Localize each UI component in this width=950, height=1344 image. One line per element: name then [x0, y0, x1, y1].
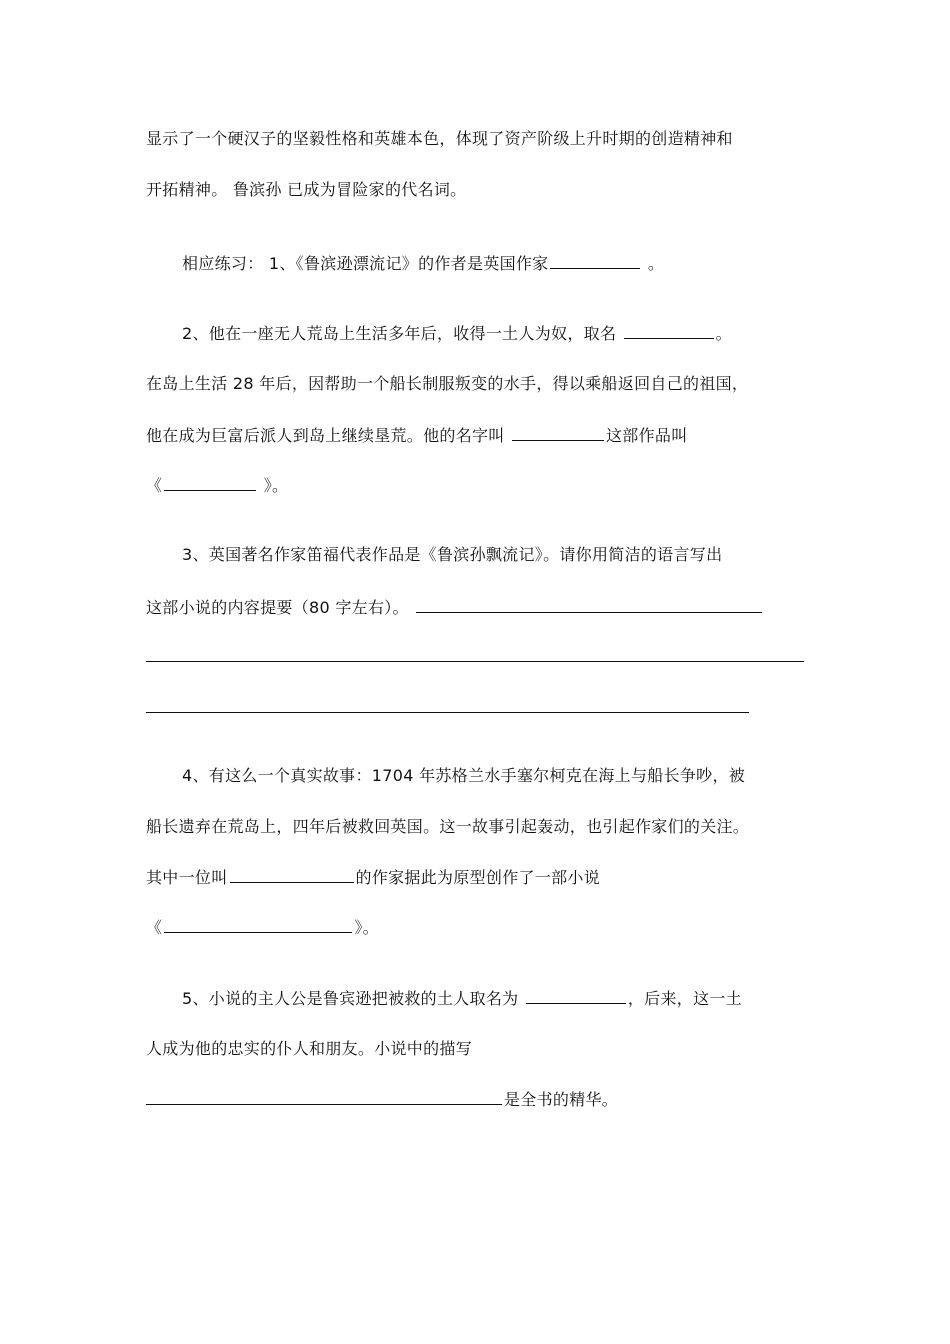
text: ，后来，这一土: [627, 989, 742, 1008]
text: 其中一位叫: [146, 868, 228, 887]
text: 他在成为巨富后派人到岛上继续垦荒。他的名字叫: [146, 426, 510, 445]
answer-blank[interactable]: [230, 866, 354, 883]
question-4-line-4: [146, 916, 379, 939]
intro-line-2: [146, 179, 466, 201]
question-2-line-4: [146, 474, 288, 497]
text: 》。: [258, 476, 289, 495]
text: 《: [146, 918, 163, 937]
text: 》。: [354, 918, 379, 937]
text: 开拓精神。 鲁滨孙 已成为冒险家的代名词。: [146, 180, 467, 199]
text: 船长遗弃在荒岛上，四年后被救回英国。这一故事引起轰动，也引起作家们的关注。: [146, 817, 750, 836]
intro-line-1: [146, 128, 733, 150]
text: 。: [715, 324, 732, 343]
text: 《: [146, 476, 163, 495]
text: 3、英国著名作家笛福代表作品是《鲁滨孙飘流记》。请你用简洁的语言写出: [182, 545, 723, 564]
text: 相应练习： 1、《鲁滨逊漂流记》的作者是英国作家: [182, 254, 549, 273]
question-2-line-1: [182, 322, 732, 345]
answer-blank[interactable]: [164, 474, 256, 491]
question-2-line-3: [146, 424, 688, 447]
question-1: [182, 252, 664, 275]
answer-blank[interactable]: [146, 1088, 502, 1105]
answer-blank[interactable]: [624, 322, 714, 339]
answer-blank[interactable]: [416, 596, 762, 613]
question-4-line-1: [182, 765, 745, 787]
text: 。: [642, 254, 665, 273]
text: 是全书的精华。: [504, 1090, 619, 1109]
question-3-line-2: [146, 596, 764, 619]
text: 的作家据此为原型创作了一部小说: [355, 868, 601, 887]
text: 显示了一个硬汉子的坚毅性格和英雄本色，体现了资产阶级上升时期的创造精神和: [146, 129, 733, 148]
text: 这部小说的内容提要（80 字左右）。: [146, 598, 415, 617]
text: 2、他在一座无人荒岛上生活多年后，收得一土人为奴，取名: [182, 324, 622, 343]
answer-blank[interactable]: [550, 252, 640, 269]
question-2-line-2: [146, 373, 748, 395]
answer-blank[interactable]: [512, 424, 604, 441]
text: 这部作品叫: [606, 426, 688, 445]
question-5-line-1: [182, 987, 742, 1010]
answer-blank[interactable]: [164, 916, 352, 933]
answer-blank[interactable]: [526, 987, 626, 1004]
question-4-line-3: [146, 866, 600, 889]
answer-line[interactable]: [146, 661, 804, 662]
question-3-line-1: [182, 544, 722, 566]
question-5-line-2: [146, 1038, 472, 1060]
text: 4、有这么一个真实故事：1704 年苏格兰水手塞尔柯克在海上与船长争吵，被: [182, 766, 746, 785]
question-5-line-3: [146, 1088, 618, 1111]
text: 在岛上生活 28 年后，因帮助一个船长制服叛变的水手，得以乘船返回自己的祖国，: [146, 374, 749, 393]
text: 人成为他的忠实的仆人和朋友。小说中的描写: [146, 1039, 473, 1058]
text: 5、小说的主人公是鲁宾逊把被救的土人取名为: [182, 989, 524, 1008]
question-4-line-2: [146, 816, 749, 838]
answer-line[interactable]: [146, 712, 749, 713]
